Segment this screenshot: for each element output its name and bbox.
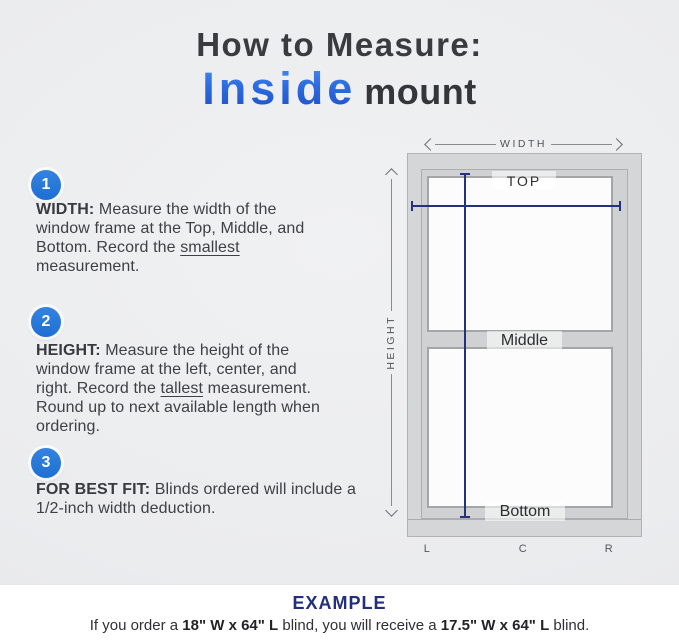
window-label-middle	[487, 331, 562, 350]
example-text-part: blind, you will receive a	[278, 617, 441, 634]
window-sill	[408, 519, 641, 536]
step-1-body-end: measurement.	[36, 258, 140, 275]
step-2-body: Measure the height of the window frame at the left, center, and right. Record the	[36, 342, 297, 397]
arrow-line	[435, 144, 496, 145]
window-label-top-text: TOP	[506, 172, 542, 189]
step-3-label: FOR BEST FIT:	[36, 481, 151, 498]
step-2-underlined-word: tallest	[160, 380, 204, 397]
height-arrow-label: HEIGHT	[385, 315, 397, 370]
step-1-body: Measure the width of the window frame at the Top, Middle, and Bottom. Record the	[36, 201, 305, 256]
window-label-bottom	[485, 502, 565, 521]
arrow-left-chevron-icon	[424, 138, 437, 151]
step-2-number: 2	[41, 313, 51, 330]
example-received-size: 17.5" W x 64" L	[440, 617, 550, 634]
step-1-label: WIDTH:	[36, 201, 95, 218]
window-label-top	[492, 171, 556, 190]
example-text-part: If you order a	[89, 617, 183, 634]
step-2-text	[36, 341, 328, 436]
measure-cap-right	[619, 201, 621, 211]
page-subtitle	[0, 65, 679, 124]
step-2-label: HEIGHT:	[36, 342, 101, 359]
measure-cap-bottom	[460, 516, 470, 518]
step-1-underlined-word: smallest	[180, 239, 240, 256]
tick-label-left: L	[423, 543, 431, 555]
height-dimension-arrow	[383, 170, 399, 515]
window-label-bottom-text: Bottom	[499, 502, 551, 520]
arrow-up-chevron-icon	[385, 168, 398, 181]
window-pane-bottom	[427, 347, 613, 508]
measure-line-horizontal	[411, 205, 621, 207]
step-3-number: 3	[41, 454, 51, 471]
step-1-number: 1	[41, 176, 51, 193]
window-pane-top	[427, 176, 613, 332]
example-footer	[0, 584, 679, 642]
step-1-text	[36, 200, 321, 276]
example-text	[0, 617, 679, 634]
arrow-line	[391, 374, 392, 506]
example-ordered-size: 18" W x 64" L	[182, 617, 279, 634]
tick-label-center: C	[518, 543, 528, 555]
subtitle-rest: mount	[364, 71, 477, 112]
header	[0, 26, 679, 124]
tick-label-right: R	[604, 543, 614, 555]
example-heading: EXAMPLE	[292, 593, 387, 613]
arrow-down-chevron-icon	[385, 504, 398, 517]
step-3-text	[36, 480, 356, 518]
measure-line-vertical	[464, 173, 466, 518]
arrow-right-chevron-icon	[610, 138, 623, 151]
measure-cap-top	[460, 173, 470, 175]
measure-cap-left	[411, 201, 413, 211]
width-arrow-label: WIDTH	[500, 138, 547, 150]
page-title: How to Measure:	[196, 26, 483, 63]
subtitle-highlight: Inside	[202, 63, 357, 114]
window-label-middle-text: Middle	[500, 331, 549, 349]
arrow-line	[551, 144, 612, 145]
width-dimension-arrow	[426, 137, 621, 151]
example-text-part: blind.	[549, 617, 590, 634]
step-1-badge	[31, 170, 61, 200]
step-2-body-end: measurement. Round up to next available length when ordering.	[36, 380, 321, 435]
step-3-body: Blinds ordered will include a 1/2-inch width deduction.	[36, 481, 356, 517]
arrow-line	[391, 179, 392, 311]
step-2-badge	[31, 307, 61, 337]
step-3-badge	[31, 448, 61, 478]
